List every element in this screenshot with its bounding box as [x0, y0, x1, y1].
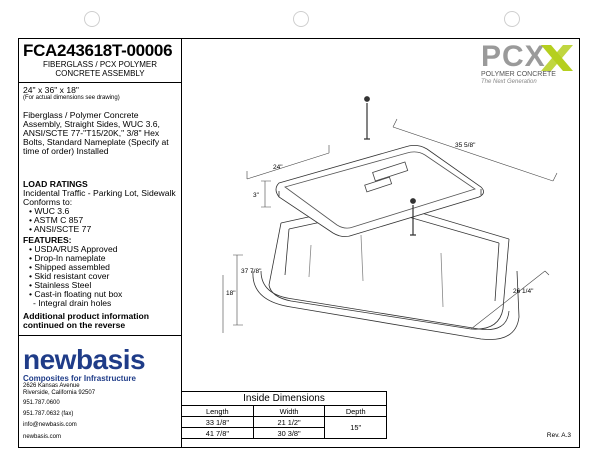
punch-hole-right: [504, 11, 520, 27]
header-depth: Depth: [325, 406, 387, 417]
pcx-mark: PCX: [481, 40, 546, 73]
inside-dimensions-table: [181, 391, 387, 439]
dim-cover-label: 3": [253, 192, 259, 199]
info-panel: [19, 39, 182, 447]
list-item: - Integral drain holes: [33, 298, 112, 308]
revision-label: Rev. A.3: [546, 432, 571, 439]
divider: [19, 335, 181, 336]
spec-sheet: [18, 38, 580, 448]
list-item: • ANSI/SCTE 77: [29, 224, 92, 234]
company-tagline: Composites for Infrastructure: [23, 374, 136, 383]
load-ratings: LOAD RATINGS Incidental Traffic - Parking Lot, Sidewalk Conforms to: • WUC 3.6 • ASTM C 857 • ANSI/SCTE 77: [23, 180, 178, 234]
header-width: Width: [253, 406, 325, 417]
list-item: • Drop-In nameplate: [29, 253, 106, 263]
list-item: • WUC 3.6: [29, 206, 70, 216]
punch-hole-center: [293, 11, 309, 27]
dim-width-label: 24": [273, 164, 283, 171]
header-length: Length: [182, 406, 254, 417]
list-item: • Shipped assembled: [29, 262, 110, 272]
company-website[interactable]: newbasis.com: [23, 434, 62, 440]
depth-value: 15": [325, 417, 387, 439]
part-number: FCA243618T-00006: [23, 41, 173, 60]
bolt-top: [364, 103, 370, 139]
punch-hole-left: [84, 11, 100, 27]
company-name: newbasis: [23, 344, 146, 375]
dim-base-label: 26 1/4": [513, 288, 534, 295]
pcx-tagline: The Next Generation: [481, 79, 537, 85]
dim-body-height-label: 37 7/8": [241, 268, 262, 275]
assembly-drawing: [181, 39, 579, 391]
newbasis-logo: [23, 346, 179, 383]
features: FEATURES: • USDA/RUS Approved • Drop-In nameplate • Shipped assembled • Skid resistant cover • Stainless Steel • Cast-in floating nut box - Integral drain holes: [23, 236, 178, 308]
list-item: • USDA/RUS Approved: [29, 244, 118, 254]
pcx-line: POLYMER CONCRETE: [481, 71, 556, 78]
list-item: • Stainless Steel: [29, 280, 92, 290]
additional-info: Additional product information continued on the reverse: [23, 311, 150, 330]
list-item: • ASTM C 857: [29, 215, 84, 225]
size-block: 24" x 36" x 18" (For actual dimensions see drawing): [23, 85, 120, 101]
list-item: • Cast-in floating nut box: [29, 289, 123, 299]
dim-length-label: 35 5/8": [455, 142, 476, 149]
divider: [19, 82, 181, 83]
list-item: • Skid resistant cover: [29, 271, 110, 281]
table-row: 33 1/8" 21 1/2" 15": [182, 417, 387, 428]
table-title: Inside Dimensions: [182, 392, 387, 406]
table-row: 41 7/8" 30 3/8": [182, 428, 387, 439]
dim-height-label: 18": [226, 290, 236, 297]
description: Fiberglass / Polymer Concrete Assembly, Straight Sides, WUC 3.6, ANSI/SCTE 77-"T15/20K," 3/8" Hex Bolts, Standard Nameplate (Specify at time of order) Installed: [23, 110, 169, 156]
company-fax: 951.787.0632 (fax): [23, 411, 74, 417]
product-subtitle: FIBERGLASS / PCX POLYMER CONCRETE ASSEMBLY: [42, 60, 158, 78]
company-email[interactable]: info@newbasis.com: [23, 422, 77, 428]
body-walls: [269, 223, 509, 329]
company-address: 2626 Kansas Avenue Riverside, California 92507: [23, 383, 96, 396]
company-phone: 951.787.0600: [23, 400, 60, 406]
cover: [276, 145, 484, 236]
